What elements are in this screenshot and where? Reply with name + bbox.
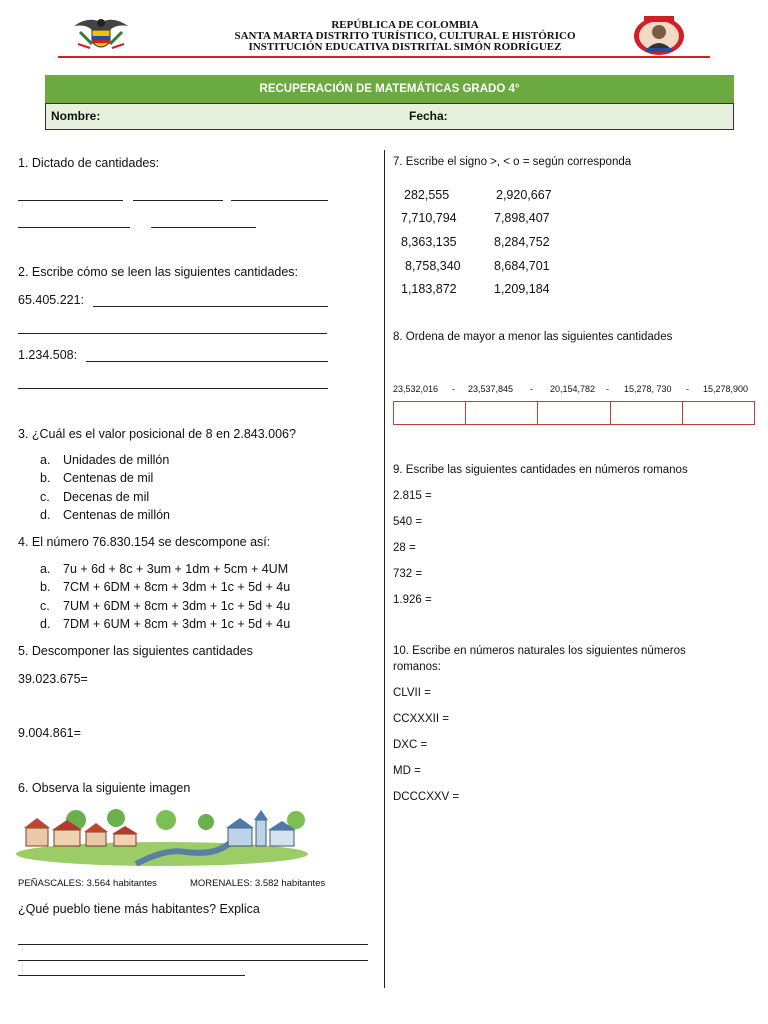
q10-item-5: DCCCXXV = bbox=[393, 791, 460, 803]
name-label: Nombre: bbox=[51, 109, 101, 123]
q8-answer-boxes bbox=[393, 401, 755, 425]
answer-box[interactable] bbox=[466, 402, 538, 424]
answer-line[interactable] bbox=[231, 200, 328, 201]
answer-line[interactable] bbox=[18, 200, 123, 201]
q1-text: 1. Dictado de cantidades: bbox=[18, 156, 160, 170]
column-divider bbox=[384, 150, 385, 988]
answer-line[interactable] bbox=[18, 960, 368, 961]
q3-text: 3. ¿Cuál es el valor posicional de 8 en 2.843.006? bbox=[18, 427, 296, 441]
answer-line[interactable] bbox=[93, 306, 328, 307]
q10-item-1: CLVII = bbox=[393, 687, 431, 699]
q7-pair-3-b: 8,284,752 bbox=[494, 235, 550, 249]
option-letter: d. bbox=[40, 508, 51, 522]
answer-line[interactable] bbox=[86, 361, 328, 362]
q7-pair-1-b: 2,920,667 bbox=[496, 188, 552, 202]
answer-line[interactable] bbox=[18, 388, 328, 389]
header-line-3: INSTITUCIÓN EDUCATIVA DISTRITAL SIMÓN RODRÍGUEZ bbox=[248, 41, 562, 53]
q10-text-line-1: 10. Escribe en números naturales los siguientes números bbox=[393, 645, 686, 657]
q9-item-4: 732 = bbox=[393, 568, 423, 580]
option-letter: a. bbox=[40, 453, 51, 467]
q3-option-d[interactable] bbox=[40, 508, 170, 522]
date-label: Fecha: bbox=[409, 109, 448, 123]
name-date-box bbox=[45, 103, 734, 130]
answer-line[interactable] bbox=[18, 944, 368, 945]
option-text: 7UM + 6DM + 8cm + 3dm + 1c + 5d + 4u bbox=[63, 599, 291, 613]
answer-line[interactable] bbox=[18, 975, 245, 976]
q8-separator: - bbox=[530, 384, 533, 394]
q7-pair-2-a: 7,710,794 bbox=[401, 211, 457, 225]
option-text: Centenas de mil bbox=[63, 471, 154, 485]
q9-item-2: 540 = bbox=[393, 516, 423, 528]
header-line-1: REPÚBLICA DE COLOMBIA bbox=[331, 19, 479, 31]
q8-text: 8. Ordena de mayor a menor las siguientes cantidades bbox=[393, 331, 673, 343]
village-illustration bbox=[16, 808, 308, 866]
option-text: Decenas de mil bbox=[63, 490, 150, 504]
q6-question: ¿Qué pueblo tiene más habitantes? Explica bbox=[18, 902, 260, 916]
q9-text: 9. Escribe las siguientes cantidades en números romanos bbox=[393, 464, 688, 476]
q4-option-a[interactable] bbox=[40, 562, 288, 576]
option-letter: c. bbox=[40, 599, 50, 613]
q10-text-line-2: romanos: bbox=[393, 661, 441, 673]
q5-number-2: 9.004.861= bbox=[18, 726, 81, 740]
answer-box[interactable] bbox=[394, 402, 466, 424]
page-title: RECUPERACIÓN DE MATEMÁTICAS GRADO 4° bbox=[45, 75, 734, 103]
q2-number-1: 65.405.221: bbox=[18, 293, 85, 307]
q5-text: 5. Descomponer las siguientes cantidades bbox=[18, 644, 253, 658]
answer-line[interactable] bbox=[18, 227, 130, 228]
q7-pair-3-a: 8,363,135 bbox=[401, 235, 457, 249]
q10-item-2: CCXXXII = bbox=[393, 713, 449, 725]
option-text: Centenas de millón bbox=[63, 508, 171, 522]
school-logo bbox=[632, 12, 686, 56]
q2-number-2: 1.234.508: bbox=[18, 348, 78, 362]
q3-option-a[interactable] bbox=[40, 453, 169, 467]
q8-number-4: 15,278, 730 bbox=[624, 384, 672, 394]
town-label-penascales: PEÑASCALES: 3.564 habitantes bbox=[18, 878, 157, 889]
q7-pair-4-a: 8,758,340 bbox=[405, 259, 461, 273]
q8-number-3: 20,154,782 bbox=[550, 384, 596, 394]
q7-pair-5-b: 1,209,184 bbox=[494, 282, 550, 296]
q8-separator: - bbox=[452, 384, 455, 394]
q5-number-1: 39.023.675= bbox=[18, 672, 88, 686]
option-text: Unidades de millón bbox=[63, 453, 170, 467]
q8-number-5: 15,278,900 bbox=[703, 384, 749, 394]
q9-item-1: 2.815 = bbox=[393, 490, 432, 502]
answer-box[interactable] bbox=[611, 402, 683, 424]
q3-option-c[interactable] bbox=[40, 490, 149, 504]
q2-text: 2. Escribe cómo se leen las siguientes cantidades: bbox=[18, 265, 299, 279]
q7-pair-2-b: 7,898,407 bbox=[494, 211, 550, 225]
q7-pair-1-a: 282,555 bbox=[404, 188, 450, 202]
q8-separator: - bbox=[606, 384, 609, 394]
q4-option-d[interactable] bbox=[40, 617, 290, 631]
q7-pair-4-b: 8,684,701 bbox=[494, 259, 550, 273]
option-text: 7DM + 6UM + 8cm + 3dm + 1c + 5d + 4u bbox=[63, 617, 291, 631]
answer-line[interactable] bbox=[133, 200, 223, 201]
answer-box[interactable] bbox=[538, 402, 610, 424]
answer-line[interactable] bbox=[18, 333, 327, 334]
q4-option-b[interactable] bbox=[40, 580, 290, 594]
q10-item-3: DXC = bbox=[393, 739, 428, 751]
option-letter: d. bbox=[40, 617, 51, 631]
q10-item-4: MD = bbox=[393, 765, 421, 777]
option-text: 7u + 6d + 8c + 3um + 1dm + 5cm + 4UM bbox=[63, 562, 289, 576]
option-letter: b. bbox=[40, 580, 51, 594]
q4-text: 4. El número 76.830.154 se descompone así: bbox=[18, 535, 271, 549]
answer-line[interactable] bbox=[151, 227, 256, 228]
q3-option-b[interactable] bbox=[40, 471, 153, 485]
q8-number-2: 23,537,845 bbox=[468, 384, 514, 394]
header-divider bbox=[58, 56, 710, 58]
q8-number-1: 23,532,016 bbox=[393, 384, 439, 394]
option-text: 7CM + 6DM + 8cm + 3dm + 1c + 5d + 4u bbox=[63, 580, 291, 594]
q8-separator: - bbox=[686, 384, 689, 394]
answer-box[interactable] bbox=[683, 402, 754, 424]
header-line-2: SANTA MARTA DISTRITO TURÍSTICO, CULTURAL E HISTÓRICO bbox=[234, 30, 576, 42]
option-letter: c. bbox=[40, 490, 50, 504]
colombia-coat-of-arms bbox=[70, 14, 132, 54]
option-letter: a. bbox=[40, 562, 51, 576]
q9-item-3: 28 = bbox=[393, 542, 416, 554]
q9-item-5: 1.926 = bbox=[393, 594, 432, 606]
q7-pair-5-a: 1,183,872 bbox=[401, 282, 457, 296]
q7-text: 7. Escribe el signo >, < o = según corresponda bbox=[393, 156, 632, 168]
option-letter: b. bbox=[40, 471, 51, 485]
q4-option-c[interactable] bbox=[40, 599, 290, 613]
town-label-morenales: MORENALES: 3.582 habitantes bbox=[190, 878, 326, 889]
q6-text: 6. Observa la siguiente imagen bbox=[18, 781, 191, 795]
